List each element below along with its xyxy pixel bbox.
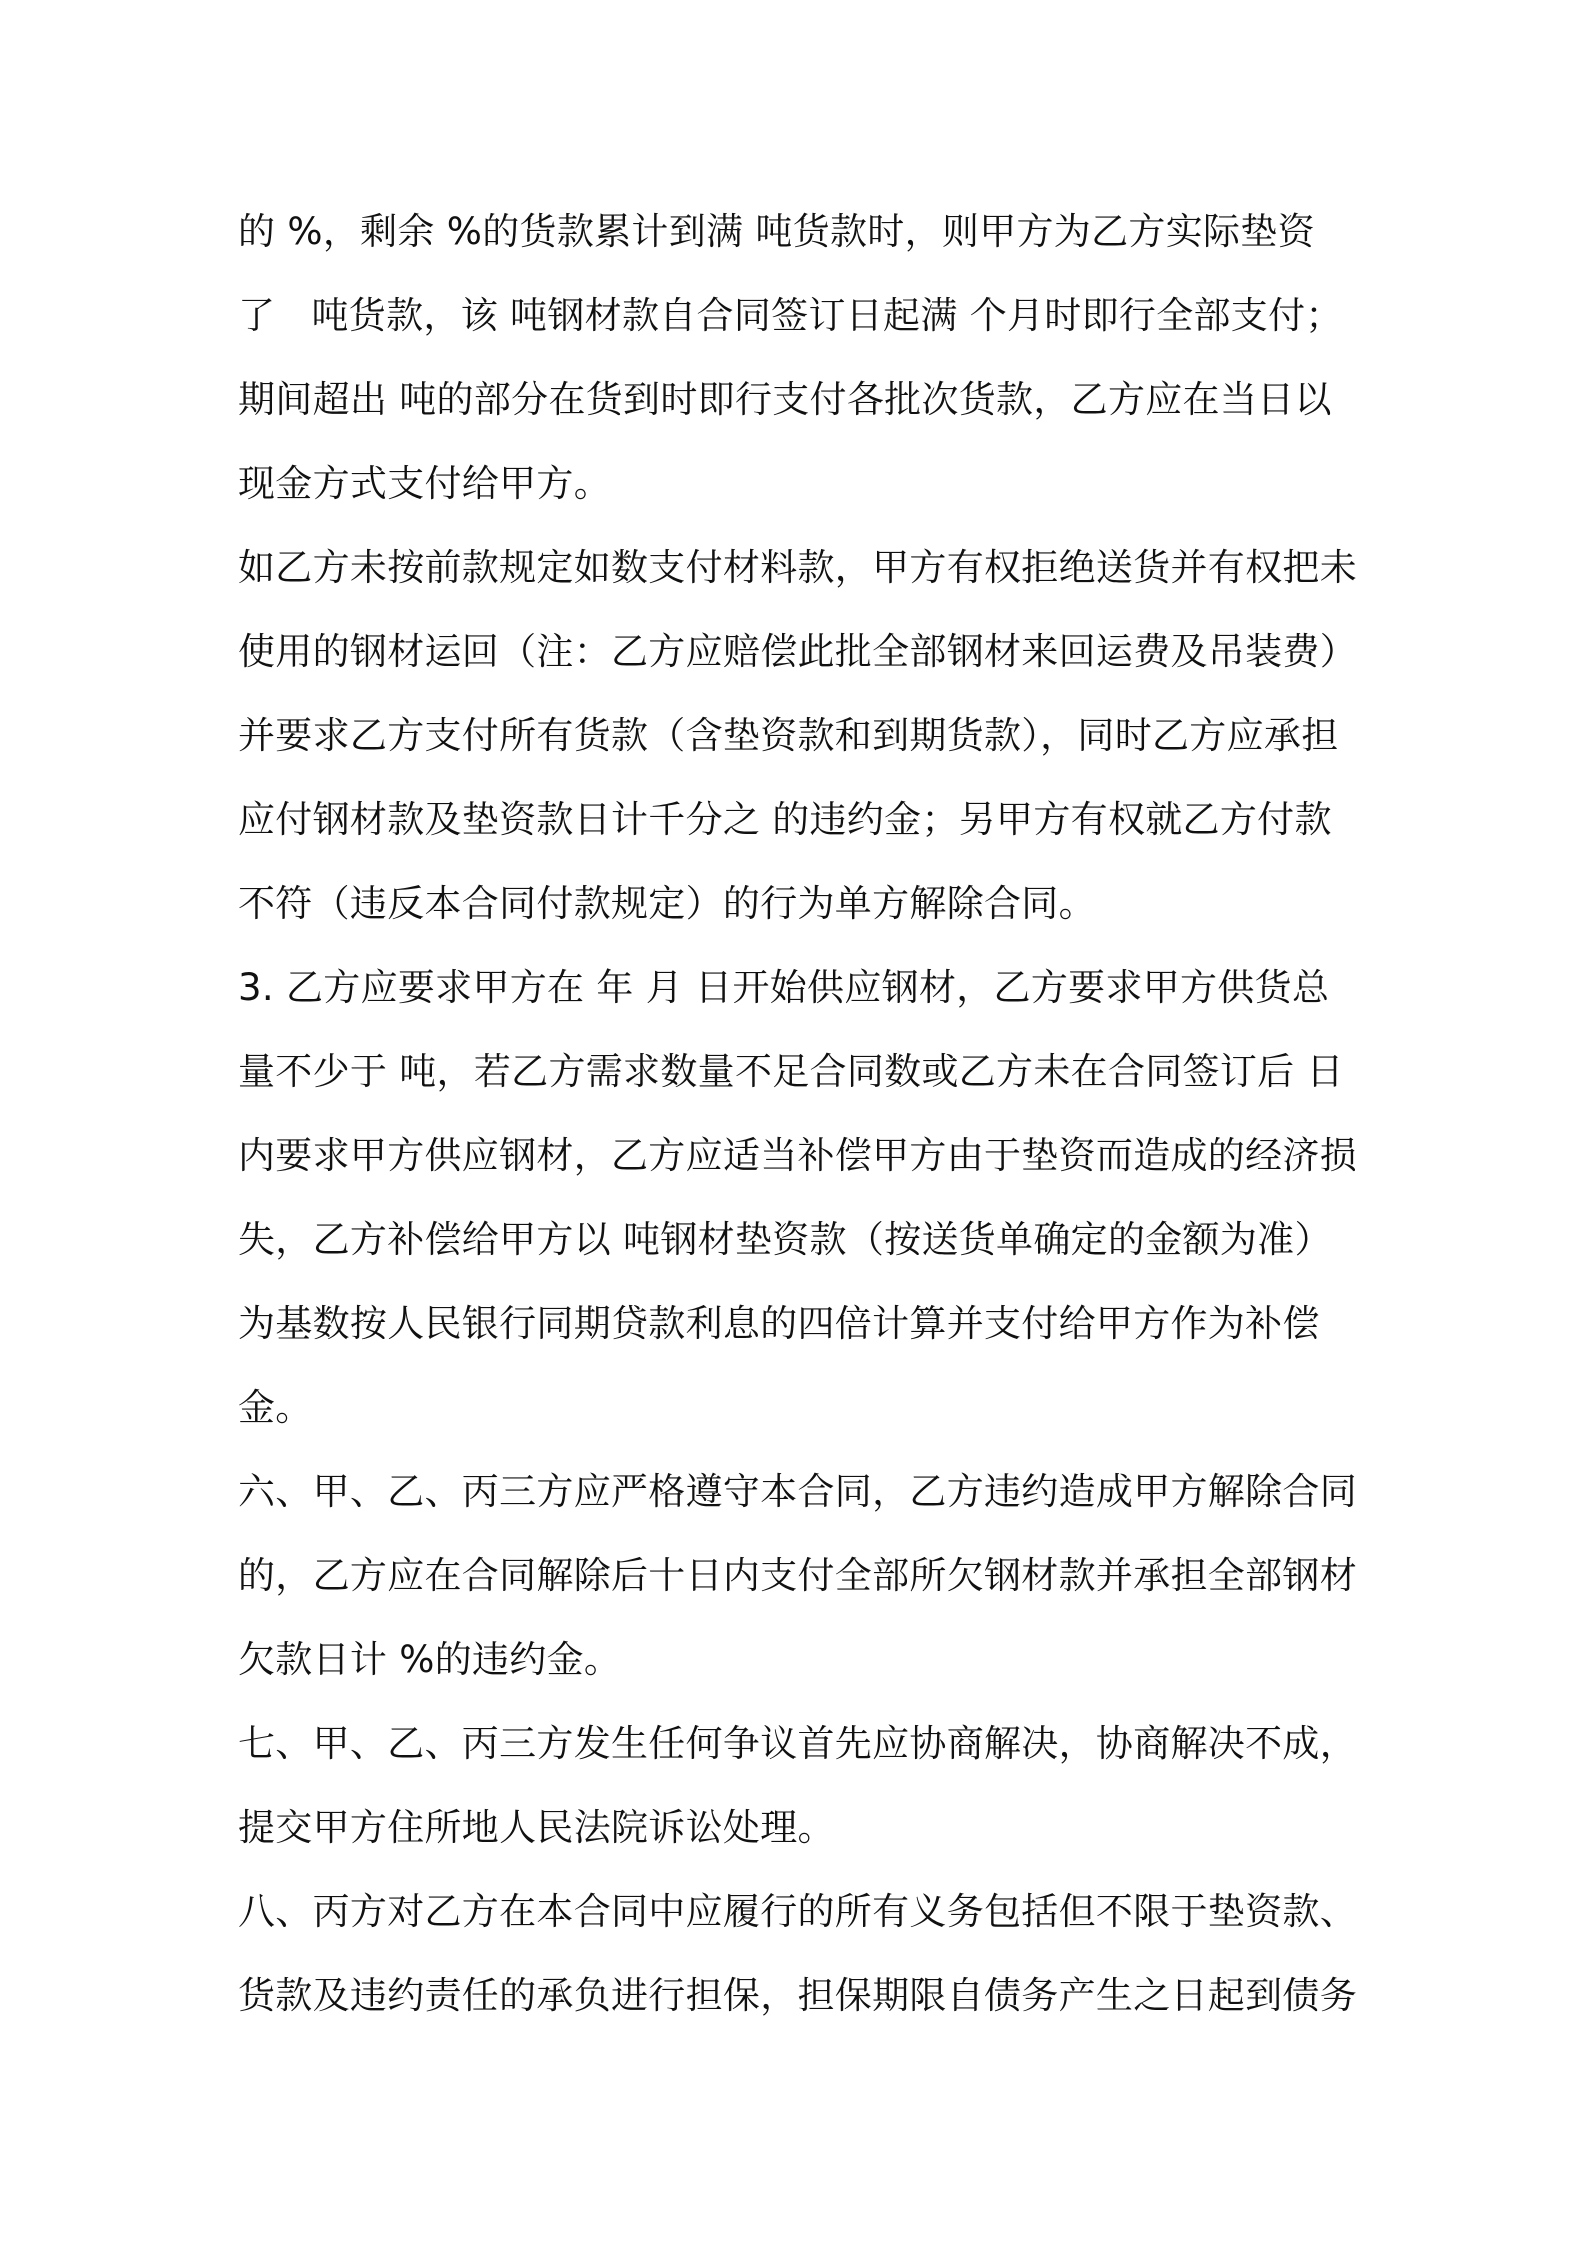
text-line: 金。: [238, 1386, 313, 1429]
contract-text: [238, 190, 1358, 2038]
text-line: 八、丙方对乙方在本合同中应履行的所有义务包括但不限于垫资款、: [238, 1890, 1357, 1933]
text-line: 期间超出 吨的部分在货到时即行支付各批次货款，乙方应在当日以: [238, 378, 1332, 421]
text-line: 了 吨货款，该 吨钢材款自合同签订日起满 个月时即行全部支付；: [238, 294, 1343, 337]
text-line: 3. 乙方应要求甲方在 年 月 日开始供应钢材，乙方要求甲方供货总: [238, 966, 1330, 1009]
text-line: 不符（违反本合同付款规定）的行为单方解除合同。: [238, 882, 1096, 925]
text-line: 欠款日计 %的违约金。: [238, 1638, 622, 1681]
text-line: 七、甲、乙、丙三方发生任何争议首先应协商解决，协商解决不成，: [238, 1722, 1357, 1765]
text-line: 现金方式支付给甲方。: [238, 462, 611, 505]
text-line: 提交甲方住所地人民法院诉讼处理。: [238, 1806, 835, 1849]
text-line: 如乙方未按前款规定如数支付材料款，甲方有权拒绝送货并有权把未: [238, 546, 1357, 589]
text-line: 的，乙方应在合同解除后十日内支付全部所欠钢材款并承担全部钢材: [238, 1554, 1357, 1597]
text-line: 六、甲、乙、丙三方应严格遵守本合同，乙方违约造成甲方解除合同: [238, 1470, 1357, 1513]
text-line: 的 %，剩余 %的货款累计到满 吨货款时，则甲方为乙方实际垫资: [238, 210, 1315, 253]
text-line: 量不少于 吨，若乙方需求数量不足合同数或乙方未在合同签订后 日: [238, 1050, 1344, 1093]
text-line: 内要求甲方供应钢材，乙方应适当补偿甲方由于垫资而造成的经济损: [238, 1134, 1357, 1177]
text-line: 为基数按人民银行同期贷款利息的四倍计算并支付给甲方作为补偿: [238, 1302, 1320, 1345]
text-line: 货款及违约责任的承负进行担保，担保期限自债务产生之日起到债务: [238, 1974, 1357, 2017]
text-line: 失，乙方补偿给甲方以 吨钢材垫资款（按送货单确定的金额为准）: [238, 1218, 1332, 1261]
text-line: 应付钢材款及垫资款日计千分之 的违约金；另甲方有权就乙方付款: [238, 798, 1332, 841]
text-line: 使用的钢材运回（注：乙方应赔偿此批全部钢材来回运费及吊装费）: [238, 630, 1357, 673]
text-line: 并要求乙方支付所有货款（含垫资款和到期货款），同时乙方应承担: [238, 714, 1339, 757]
